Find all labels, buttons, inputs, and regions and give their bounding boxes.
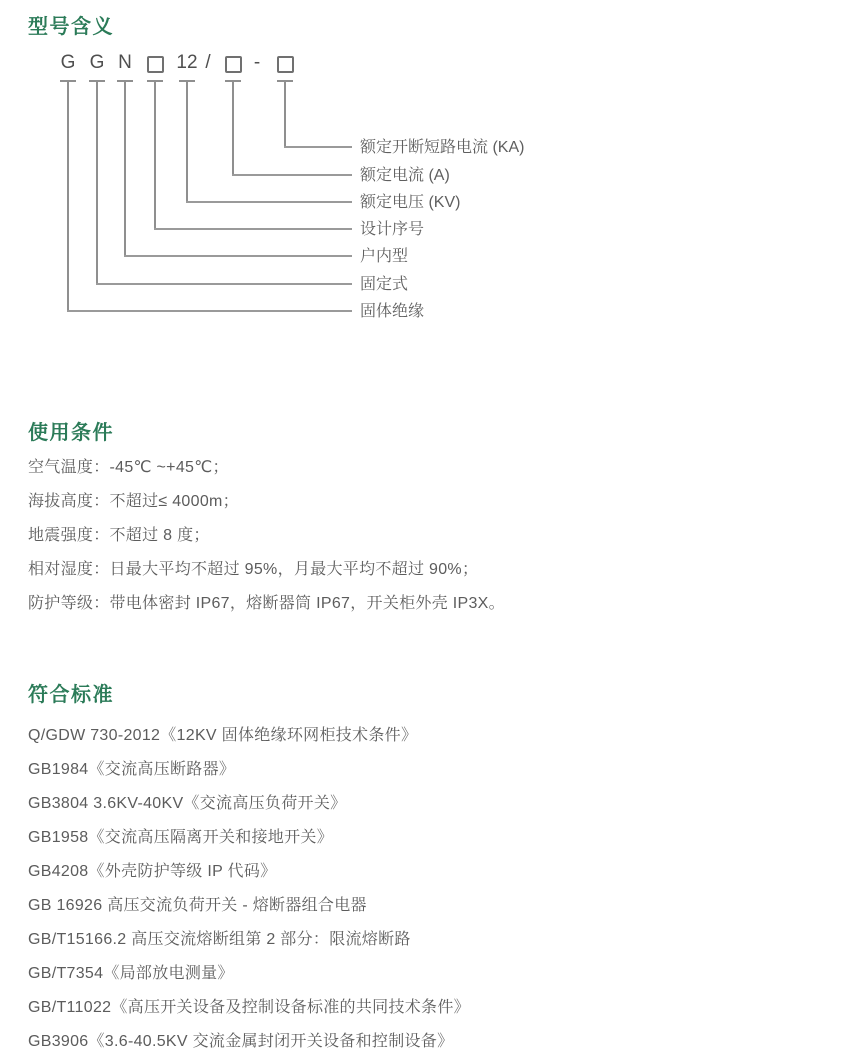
usage-item-seismic-intensity: 地震强度：不超过 8 度； <box>28 527 210 544</box>
diagram-label-design-serial: 设计序号 <box>360 221 425 238</box>
leader-vline <box>124 80 126 257</box>
standards-list <box>28 726 470 1063</box>
leader-hline <box>96 283 352 285</box>
leader-hline <box>186 201 352 203</box>
standard-item: Q/GDW 730-2012《12KV 固体绝缘环网柜技术条件》 <box>28 727 418 744</box>
diagram-label-indoor-type: 户内型 <box>360 248 409 265</box>
model-char-n: N <box>118 52 132 73</box>
standard-item: GB4208《外壳防护等级 IP 代码》 <box>28 863 277 880</box>
usage-item-altitude: 海拔高度：不超过≤ 4000m； <box>28 493 239 510</box>
standard-item: GB3804 3.6KV-40KV《交流高压负荷开关》 <box>28 795 347 812</box>
leader-vline <box>284 80 286 148</box>
leader-hline <box>67 310 352 312</box>
standard-item: GB1984《交流高压断路器》 <box>28 761 236 778</box>
leader-vline <box>232 80 234 176</box>
usage-item-protection-degree: 防护等级：带电体密封 IP67，熔断器筒 IP67，开关柜外壳 IP3X。 <box>28 595 505 612</box>
diagram-label-rated-voltage: 额定电压 (KV) <box>360 194 461 211</box>
model-designation-diagram <box>0 50 867 350</box>
model-char-g1: G <box>60 52 76 73</box>
model-placeholder-box-3 <box>277 56 294 73</box>
section-title-usage-conditions: 使用条件 <box>28 422 114 444</box>
diagram-label-solid-insulation: 固体绝缘 <box>360 303 425 320</box>
leader-vline <box>186 80 188 203</box>
standard-item: GB/T7354《局部放电测量》 <box>28 965 234 982</box>
model-separator-dash: - <box>253 52 261 73</box>
standard-item: GB1958《交流高压隔离开关和接地开关》 <box>28 829 334 846</box>
diagram-label-rated-current: 额定电流 (A) <box>360 167 450 184</box>
standard-item: GB/T11022《高压开关设备及控制设备标准的共同技术条件》 <box>28 999 470 1016</box>
standard-item: GB 16926 高压交流负荷开关 - 熔断器组合电器 <box>28 897 367 914</box>
leader-vline <box>154 80 156 230</box>
model-char-12: 12 <box>176 52 198 73</box>
section-title-standards: 符合标准 <box>28 684 114 706</box>
standard-item: GB/T15166.2 高压交流熔断组第 2 部分：限流熔断路 <box>28 931 411 948</box>
usage-item-air-temperature: 空气温度：-45℃ ~+45℃； <box>28 459 229 476</box>
diagram-label-rated-breaking-current: 额定开断短路电流 (KA) <box>360 139 525 156</box>
leader-hline <box>154 228 352 230</box>
leader-hline <box>284 146 352 148</box>
section-title-model-meaning: 型号含义 <box>28 16 114 38</box>
model-separator-slash: / <box>205 52 211 73</box>
leader-hline <box>232 174 352 176</box>
standard-item: GB3906《3.6-40.5KV 交流金属封闭开关设备和控制设备》 <box>28 1033 454 1050</box>
leader-vline <box>96 80 98 285</box>
leader-hline <box>124 255 352 257</box>
leader-vline <box>67 80 69 312</box>
usage-conditions-list <box>28 458 505 628</box>
model-placeholder-box-1 <box>147 56 164 73</box>
usage-item-relative-humidity: 相对湿度：日最大平均不超过 95%，月最大平均不超过 90%； <box>28 561 479 578</box>
model-char-g2: G <box>89 52 105 73</box>
diagram-label-fixed-type: 固定式 <box>360 276 409 293</box>
